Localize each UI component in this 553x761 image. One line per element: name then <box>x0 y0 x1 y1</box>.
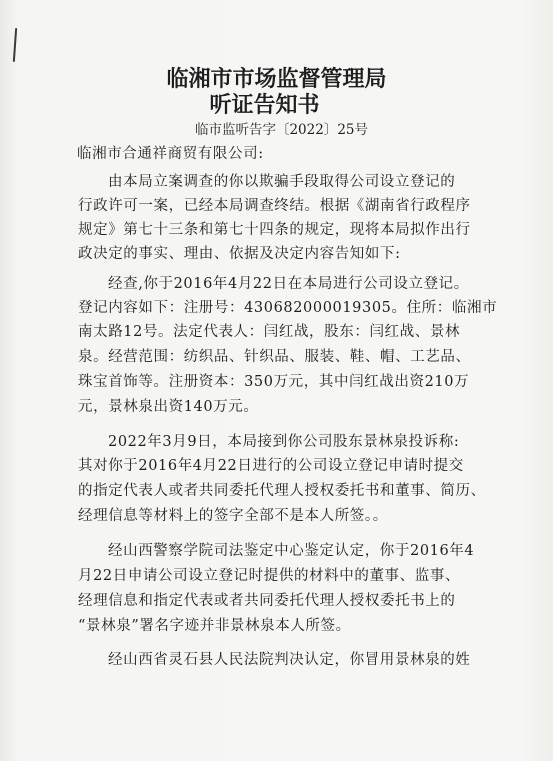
body-line: 元，景林泉出资140万元。 <box>78 399 259 415</box>
notice-title: 听证告知书 <box>209 92 320 118</box>
body-line: 经理信息和指定代表或者共同委托代理人授权委托书上的 <box>78 593 456 609</box>
body-line: 登记内容如下：注册号：430682000019305。住所：临湘市 <box>78 300 498 316</box>
body-line: 经理信息等材料上的签字全部不是本人所签。。 <box>78 508 388 524</box>
body-line: 其对你于2016年4月22日进行的公司设立登记申请时提交 <box>78 458 464 474</box>
addressee: 临湘市合通祥商贸有限公司: <box>77 146 264 162</box>
document-number: 临市监听告字〔2022〕25号 <box>194 122 369 138</box>
body-line: 经山西警察学院司法鉴定中心鉴定认定，你于2016年4 <box>108 543 475 559</box>
body-line: “景林泉”署名字迹并非景林泉本人所签。 <box>78 618 351 634</box>
body-line: 规定》第七十三条和第七十四条的规定，现将本局拟作出行 <box>78 222 471 238</box>
authority-title: 临湘市市场监督管理局 <box>166 66 387 92</box>
body-line: 经查,你于2016年4月22日在本局进行公司设立登记。 <box>108 276 469 292</box>
body-line: 政决定的事实、理由、依据及决定内容告知如下: <box>78 246 401 262</box>
body-line: 的指定代表人或者共同委托代理人授权委托书和董事、简历、 <box>78 483 486 499</box>
body-line: 南太路12号。法定代表人：闫红战，股东：闫红战、景林 <box>78 324 461 340</box>
body-line: 珠宝首饰等。注册资本：350万元，其中闫红战出资210万 <box>78 374 470 390</box>
body-line: 泉。经营范围：纺织品、针织品、服装、鞋、帽、工艺品、 <box>78 349 471 365</box>
body-line: 由本局立案调查的你以欺骗手段取得公司设立登记的 <box>108 174 456 190</box>
margin-pen-mark <box>13 28 17 62</box>
body-line: 月22日申请公司设立登记时提供的材料中的董事、监事、 <box>78 568 461 584</box>
body-line: 经山西省灵石县人民法院判决认定，你冒用景林泉的姓 <box>108 652 471 668</box>
body-line: 行政许可一案，已经本局调查终结。根据《湖南省行政程序 <box>78 198 471 214</box>
body-line: 2022年3月9日，本局接到你公司股东景林泉投诉称: <box>108 434 460 450</box>
